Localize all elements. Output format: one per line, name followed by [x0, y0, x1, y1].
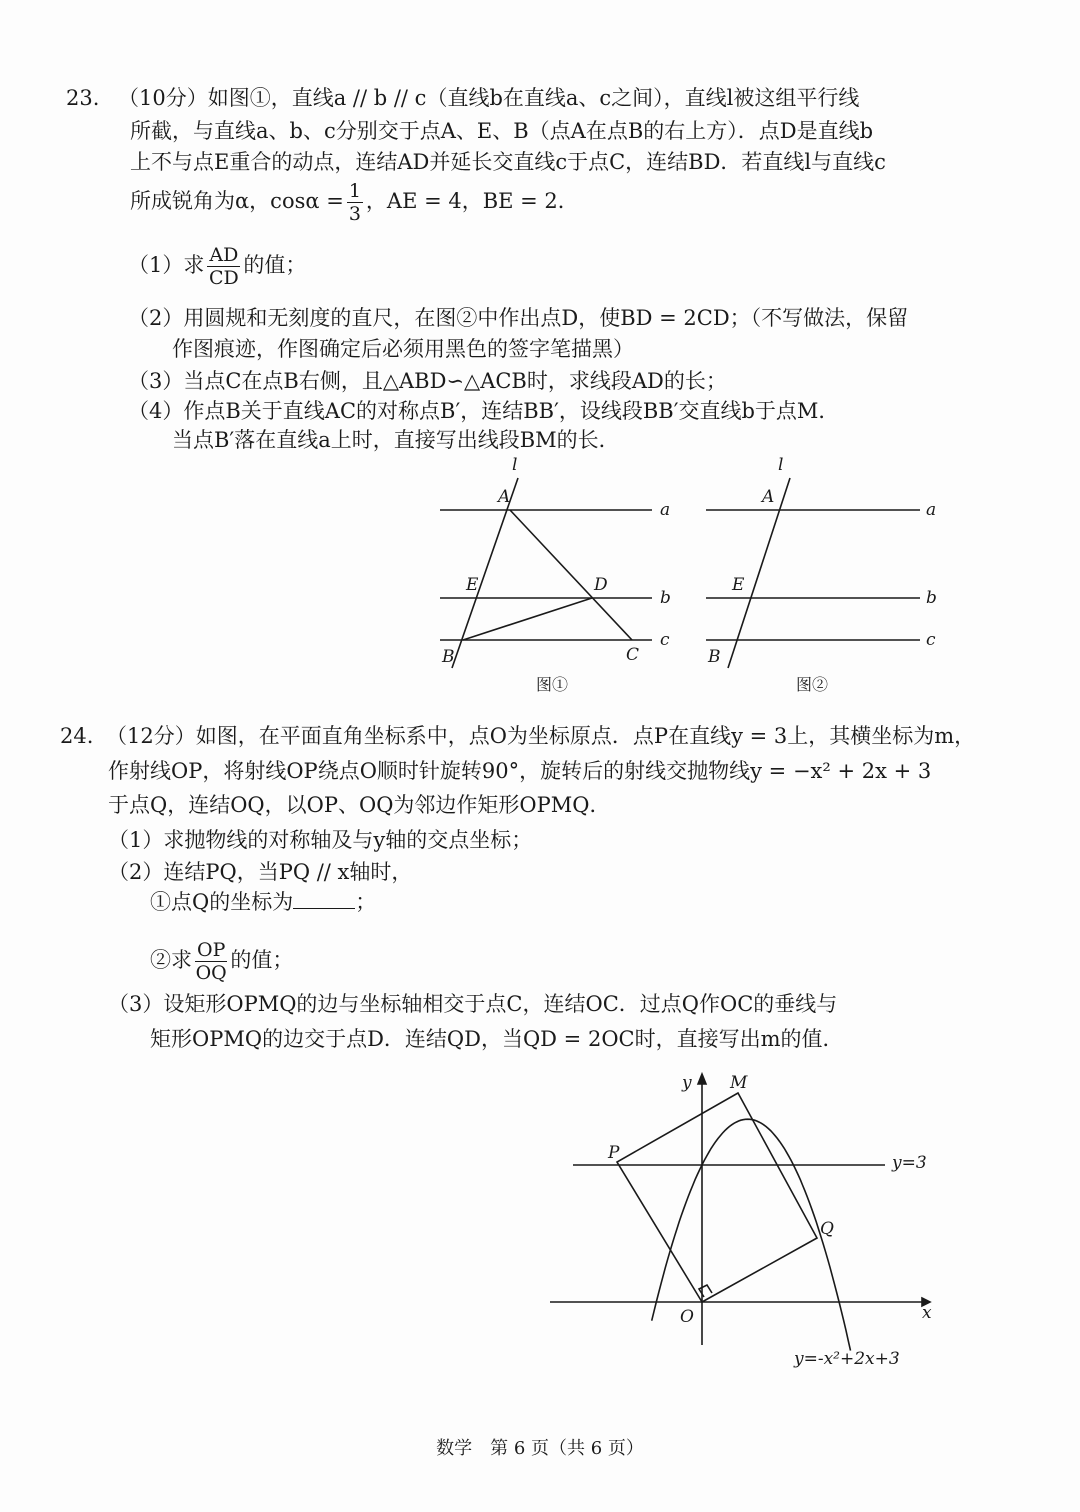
fraction	[195, 939, 227, 984]
text: 所成锐角为α，cosα =	[130, 189, 344, 213]
label-E: E	[466, 575, 479, 595]
q24-part2: （2）连结PQ，当PQ // x轴时，	[108, 860, 413, 884]
label-C: C	[626, 645, 640, 665]
label-A: A	[762, 487, 775, 507]
q23-line: 所截，与直线a、b、c分别交于点A、E、B（点A在点B的右上方）．点D是直线b	[130, 119, 874, 143]
label-l: l	[778, 455, 784, 475]
label-y: y	[682, 1073, 692, 1093]
label-Q: Q	[820, 1219, 834, 1239]
segment-bd	[463, 598, 592, 640]
figure-1	[440, 478, 652, 668]
label-c: c	[660, 630, 670, 650]
label-B: B	[442, 647, 455, 667]
label-l: l	[512, 455, 518, 475]
q23-part4-cont: 当点B′落在直线a上时，直接写出线段BM的长．	[172, 428, 620, 452]
q24-line: 作射线OP，将射线OP绕点O顺时针旋转90°，旋转后的射线交抛物线y = −x² + 2x + 3	[108, 759, 932, 783]
text: ②求	[150, 948, 192, 972]
label-D: D	[594, 575, 608, 595]
q24-line: （12分）如图，在平面直角坐标系中，点O为坐标原点．点P在直线y = 3上，其横坐标为m，	[106, 724, 976, 748]
denominator: 3	[348, 203, 361, 225]
q23-number: 23.	[66, 86, 100, 110]
numerator: 1	[348, 180, 361, 202]
label-y3: y=3	[892, 1153, 927, 1173]
caption-fig2: 图②	[796, 675, 829, 694]
label-a: a	[660, 500, 671, 520]
q23-part2: （2）用圆规和无刻度的直尺，在图②中作出点D，使BD = 2CD；（不写做法，保留	[128, 306, 909, 330]
q24-part2b	[150, 939, 293, 984]
q24-part3-cont: 矩形OPMQ的边交于点D．连结QD，当QD = 2OC时，直接写出m的值．	[150, 1027, 844, 1051]
y-axis-arrow-icon	[698, 1074, 706, 1084]
label-E: E	[732, 575, 745, 595]
label-M: M	[730, 1073, 748, 1093]
denominator: CD	[208, 267, 239, 289]
q24-part1: （1）求抛物线的对称轴及与y轴的交点坐标；	[108, 828, 533, 852]
right-angle-mark	[699, 1285, 712, 1297]
q23-line: （10分）如图①，直线a // b // c（直线b在直线a、c之间），直线l被这组平行线	[118, 86, 860, 110]
label-parabola: y=-x²+2x+3	[794, 1349, 900, 1369]
numerator: OP	[197, 939, 226, 961]
label-a: a	[926, 500, 937, 520]
caption-fig1: 图①	[536, 675, 569, 694]
denominator: OQ	[195, 962, 227, 984]
q23-line: 上不与点E重合的动点，连结AD并延长交直线c于点C，连结BD．若直线l与直线c	[130, 150, 886, 174]
rectangle-opmq	[617, 1093, 817, 1302]
text: （1）求	[128, 253, 205, 277]
q24-line: 于点Q，连结OQ，以OP、OQ为邻边作矩形OPMQ．	[108, 793, 611, 817]
q23-part2-cont: 作图痕迹，作图确定后必须用黑色的签字笔描黑）	[172, 337, 634, 361]
text: ，AE = 4，BE = 2．	[365, 189, 579, 213]
label-B: B	[708, 647, 721, 667]
q24-number: 24.	[60, 724, 94, 748]
label-O: O	[680, 1307, 694, 1327]
q24-part2a	[150, 888, 376, 916]
page-footer: 数学 第 6 页（共 6 页）	[436, 1438, 644, 1459]
q24-part3: （3）设矩形OPMQ的边与坐标轴相交于点C，连结OC．过点Q作OC的垂线与	[108, 992, 838, 1016]
label-b: b	[926, 588, 937, 608]
label-b: b	[660, 588, 671, 608]
segment-ac	[510, 510, 632, 640]
numerator: AD	[209, 244, 239, 266]
text: 的值；	[243, 253, 307, 277]
q23-part3: （3）当点C在点B右侧，且△ABD∽△ACB时，求线段AD的长；	[128, 369, 727, 393]
answer-blank[interactable]	[293, 888, 355, 909]
text: ；	[355, 890, 377, 914]
text: ①点Q的坐标为	[150, 890, 294, 914]
label-P: P	[608, 1143, 620, 1163]
label-A: A	[498, 487, 511, 507]
label-c: c	[926, 630, 936, 650]
label-x: x	[922, 1303, 932, 1323]
figure-coordinate	[550, 1074, 930, 1351]
q23-part4: （4）作点B关于直线AC的对称点B′，连结BB′，设线段BB′交直线b于点M．	[128, 399, 840, 423]
text: 的值；	[230, 948, 294, 972]
figure-2	[706, 478, 920, 668]
